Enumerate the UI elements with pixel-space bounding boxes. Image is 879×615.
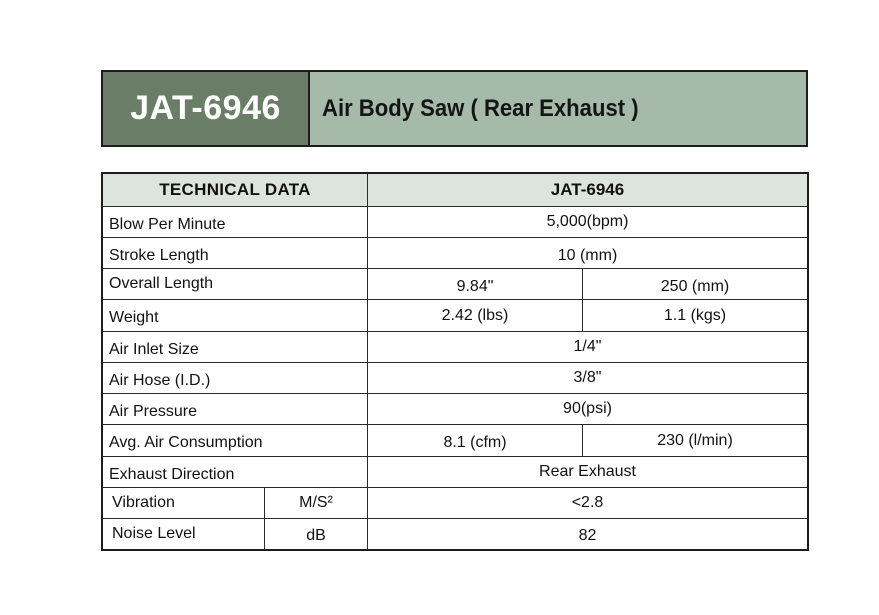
row-value-imperial: 9.84": [368, 269, 583, 299]
table-row: [103, 299, 807, 331]
row-value: 3/8": [573, 369, 602, 386]
row-value-imperial: 8.1 (cfm): [368, 425, 583, 456]
row-value: 90(psi): [563, 400, 612, 417]
row-label: Exhaust Direction: [103, 457, 368, 487]
row-value: 1/4": [573, 338, 602, 355]
table-row: [103, 487, 807, 518]
row-unit: M/S²: [265, 488, 368, 518]
table-row: [103, 331, 807, 362]
row-value: <2.8: [571, 494, 604, 511]
table-row: [103, 393, 807, 424]
technical-data-table: [101, 172, 809, 551]
row-unit: dB: [265, 519, 368, 549]
technical-data-heading: TECHNICAL DATA: [103, 174, 368, 206]
row-value-imperial: 2.42 (lbs): [368, 300, 583, 331]
table-row: [103, 206, 807, 237]
table-row: [103, 362, 807, 393]
row-label: Overall Length: [103, 269, 368, 299]
product-title-box: [310, 72, 806, 145]
table-row: [103, 424, 807, 456]
table-row: [103, 237, 807, 268]
row-value-metric: 250 (mm): [660, 277, 730, 295]
row-label: Avg. Air Consumption: [103, 425, 368, 456]
model-number: JAT-6946: [130, 89, 281, 127]
row-value: 5,000(bpm): [546, 213, 629, 230]
row-label: Vibration: [103, 488, 265, 518]
row-value-metric: 230 (l/min): [657, 431, 733, 449]
table-row: [103, 518, 807, 549]
row-label: Blow Per Minute: [103, 207, 368, 237]
row-label: Air Pressure: [103, 394, 368, 424]
row-label: Stroke Length: [103, 238, 368, 268]
row-label: Air Hose (I.D.): [103, 363, 368, 393]
product-name: Air Body Saw ( Rear Exhaust ): [322, 94, 639, 122]
row-value: Rear Exhaust: [539, 463, 636, 480]
split-value: [368, 425, 807, 456]
row-value: 82: [578, 526, 597, 544]
table-header-row: [103, 174, 807, 206]
model-column-heading: JAT-6946: [550, 180, 625, 199]
model-badge: [103, 72, 310, 145]
row-value: 10 (mm): [557, 246, 618, 264]
row-label: Weight: [103, 300, 368, 331]
row-label: Noise Level: [103, 519, 265, 549]
row-label: Air Inlet Size: [103, 332, 368, 362]
table-row: [103, 268, 807, 299]
table-row: [103, 456, 807, 487]
product-header: [101, 70, 808, 147]
row-value-metric: 1.1 (kgs): [663, 306, 727, 324]
split-value: [368, 269, 807, 299]
split-value: [368, 300, 807, 331]
